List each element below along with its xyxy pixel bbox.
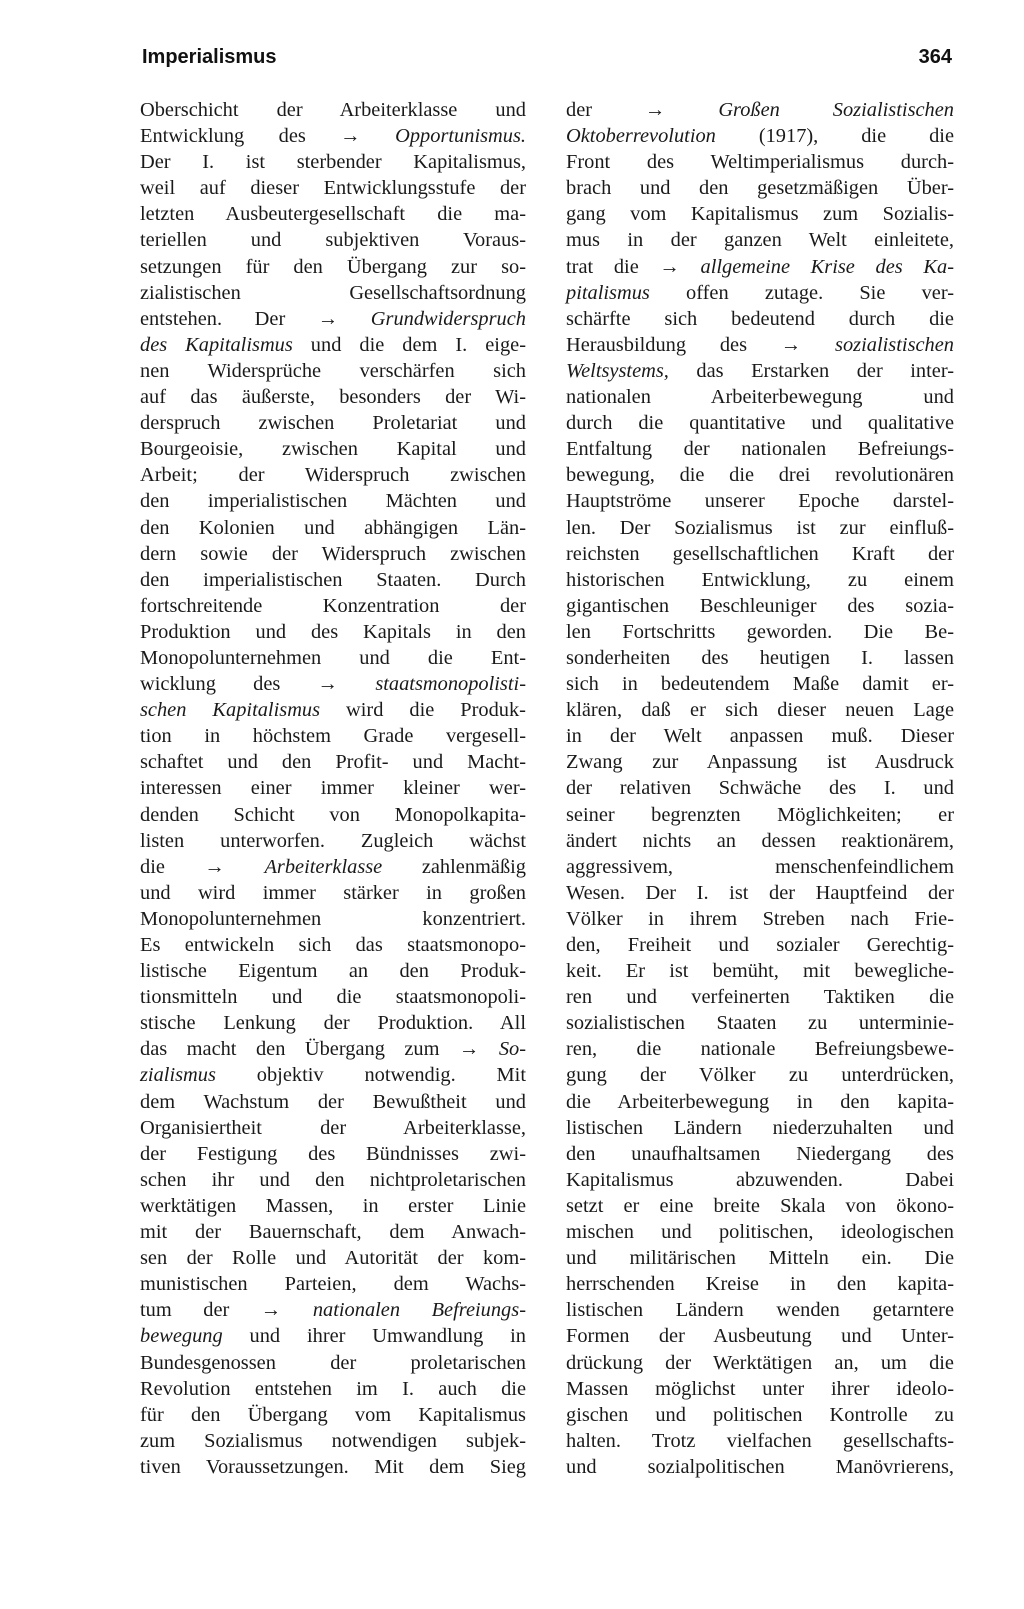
text-line: [566, 436, 954, 462]
text-line: [140, 619, 526, 645]
text-segment: die Arbeiterbewegung in den kapita-: [566, 1090, 954, 1113]
entry-title: Imperialismus: [142, 46, 277, 68]
text-segment: zialistischen Gesellschaftsordnung: [140, 281, 526, 304]
text-segment: sonderheiten des heutigen I. lassen: [566, 646, 954, 669]
text-segment: mus in der ganzen Welt einleitete,: [566, 229, 954, 252]
text-segment: werktätigen Massen, in erster Linie: [140, 1194, 526, 1217]
text-segment: listen unterworfen. Zugleich wächst: [140, 829, 526, 852]
text-segment: Entfaltung der nationalen Befreiungs-: [566, 438, 954, 461]
text-line: [140, 1219, 526, 1245]
text-segment: gigantischen Beschleuniger des sozia-: [566, 594, 954, 617]
text-line: [566, 358, 954, 384]
text-line: [566, 1062, 954, 1088]
running-head: [142, 46, 952, 74]
text-line: [140, 358, 526, 384]
text-line: [566, 880, 954, 906]
text-line: [566, 1428, 954, 1454]
text-line: [140, 306, 526, 332]
text-line: [566, 1089, 954, 1115]
text-line: [140, 775, 526, 801]
text-line: [140, 97, 526, 123]
text-segment: klären, daß er sich dieser neuen Lage: [566, 699, 954, 722]
text-line: [566, 1010, 954, 1036]
text-segment: len Fortschritts geworden. Die Be-: [566, 620, 954, 643]
text-segment: Arbeit; der Widerspruch zwischen: [140, 464, 526, 487]
text-line: [140, 1271, 526, 1297]
cross-reference-term: Arbeiterklasse: [264, 855, 383, 878]
text-segment: wicklung des →: [140, 673, 376, 696]
text-line: [140, 1141, 526, 1167]
text-segment: interessen einer immer kleiner wer-: [140, 777, 526, 800]
text-segment: auf das äußerste, besonders der Wi-: [140, 386, 526, 409]
text-segment: für den Übergang vom Kapitalismus: [140, 1403, 526, 1426]
left-column: [140, 97, 526, 1480]
text-line: [566, 306, 954, 332]
text-segment: len. Der Sozialismus ist zur einfluß-: [566, 516, 954, 539]
text-segment: tion in höchstem Grade vergesell-: [140, 725, 526, 748]
text-segment: Völker in ihrem Streben nach Frie-: [566, 907, 954, 930]
text-line: [140, 227, 526, 253]
text-line: [566, 1271, 954, 1297]
text-line: [140, 932, 526, 958]
text-segment: setzt er eine breite Skala von ökono-: [566, 1194, 954, 1217]
text-line: [140, 854, 526, 880]
text-line: [140, 880, 526, 906]
cross-reference-term: Weltsystems,: [566, 359, 669, 382]
text-line: [566, 723, 954, 749]
text-line: [566, 775, 954, 801]
text-line: [566, 593, 954, 619]
text-line: [566, 1454, 954, 1480]
text-line: [140, 436, 526, 462]
text-line: [140, 1036, 526, 1062]
text-segment: Herausbildung des →: [566, 333, 836, 356]
text-line: [140, 1010, 526, 1036]
text-segment: die →: [140, 855, 265, 878]
text-segment: den imperialistischen Mächten und: [140, 490, 526, 513]
text-line: [140, 958, 526, 984]
text-line: [566, 984, 954, 1010]
text-line: [566, 123, 954, 149]
text-line: [140, 149, 526, 175]
cross-reference-term: So-: [498, 1038, 526, 1061]
text-line: [140, 123, 526, 149]
cross-reference-term: Großen Sozialistischen: [718, 99, 954, 121]
text-line: [140, 697, 526, 723]
text-segment: Entwicklung des →: [140, 125, 396, 148]
text-segment: derspruch zwischen Proletariat und: [140, 412, 526, 435]
text-line: [566, 541, 954, 567]
text-line: [566, 254, 954, 280]
text-line: [566, 1193, 954, 1219]
text-segment: das Erstarken der inter-: [668, 359, 954, 382]
text-segment: letzten Ausbeutergesellschaft die ma-: [140, 203, 526, 226]
text-line: [566, 645, 954, 671]
text-line: [566, 1036, 954, 1062]
text-line: [140, 723, 526, 749]
text-segment: tionsmitteln und die staatsmonopoli-: [140, 986, 526, 1009]
text-segment: dern sowie der Widerspruch zwischen: [140, 542, 526, 565]
text-line: [566, 1219, 954, 1245]
text-segment: Monopolunternehmen konzentriert.: [140, 907, 526, 930]
text-line: [566, 619, 954, 645]
cross-reference-term: nationalen Befreiungs-: [312, 1299, 526, 1322]
text-segment: das macht den Übergang zum →: [140, 1038, 499, 1061]
text-segment: herrschenden Kreise in den kapita-: [566, 1273, 954, 1296]
text-segment: den imperialistischen Staaten. Durch: [140, 568, 526, 591]
text-segment: der Festigung des Bündnisses zwi-: [140, 1142, 526, 1165]
text-line: [566, 149, 954, 175]
text-line: [566, 462, 954, 488]
text-line: [140, 1428, 526, 1454]
text-segment: mischen und politischen, ideologischen: [566, 1221, 954, 1244]
text-segment: Revolution entstehen im I. auch die: [140, 1377, 526, 1400]
text-line: [140, 515, 526, 541]
text-segment: mit der Bauernschaft, dem Anwach-: [140, 1221, 526, 1244]
text-segment: sich in bedeutendem Maße damit er-: [566, 673, 954, 696]
cross-reference-term: Grundwiderspruch: [370, 307, 526, 330]
text-segment: keit. Er ist bemüht, mit bewegliche-: [566, 960, 954, 983]
text-segment: listischen Ländern wenden getarntere: [566, 1299, 954, 1322]
text-line: [140, 1115, 526, 1141]
cross-reference-term: Oktoberrevolution: [566, 125, 716, 148]
text-segment: Wesen. Der I. ist der Hauptfeind der: [566, 881, 954, 904]
text-line: [566, 488, 954, 514]
text-segment: der relativen Schwäche des I. und: [566, 777, 954, 800]
text-segment: nen Widersprüche verschärfen sich: [140, 359, 526, 382]
text-segment: seiner begrenzten Möglichkeiten; er: [566, 803, 954, 826]
text-segment: wird die Produk-: [320, 699, 526, 722]
text-line: [566, 802, 954, 828]
text-line: [140, 593, 526, 619]
text-segment: Zwang zur Anpassung ist Ausdruck: [566, 751, 954, 774]
text-line: [140, 541, 526, 567]
text-line: [140, 1350, 526, 1376]
cross-reference-term: schen Kapitalismus: [140, 699, 321, 722]
text-segment: munistischen Parteien, dem Wachs-: [140, 1273, 526, 1296]
text-line: [140, 1193, 526, 1219]
text-line: [566, 1167, 954, 1193]
text-segment: gung der Völker zu unterdrücken,: [566, 1064, 954, 1087]
text-line: [566, 280, 954, 306]
text-segment: ändert nichts an dessen reaktionärem,: [566, 829, 954, 852]
text-segment: den Kolonien und abhängigen Län-: [140, 516, 526, 539]
text-line: [140, 1454, 526, 1480]
text-segment: ren und verfeinerten Taktiken die: [566, 986, 954, 1009]
text-segment: dem Wachstum der Bewußtheit und: [140, 1090, 526, 1113]
text-line: [140, 828, 526, 854]
cross-reference-term: allgemeine Krise des Ka-: [700, 255, 954, 278]
text-line: [140, 462, 526, 488]
cross-reference-term: pitalismus: [566, 281, 650, 304]
text-line: [140, 1089, 526, 1115]
text-segment: Kapitalismus abzuwenden. Dabei: [566, 1168, 954, 1191]
text-line: [566, 1245, 954, 1271]
text-segment: historischen Entwicklung, zu einem: [566, 568, 954, 591]
text-segment: der →: [566, 99, 719, 121]
cross-reference-term: sozialistischen: [835, 333, 954, 356]
text-line: [140, 1245, 526, 1271]
text-segment: aggressivem, menschenfeindlichem: [566, 855, 954, 878]
text-line: [140, 1167, 526, 1193]
text-segment: stische Lenkung der Produktion. All: [140, 1012, 526, 1035]
cross-reference-term: zialismus: [140, 1064, 216, 1087]
text-line: [140, 175, 526, 201]
text-segment: Formen der Ausbeutung und Unter-: [566, 1325, 954, 1348]
text-segment: zahlenmäßig: [382, 855, 526, 878]
text-segment: sozialistischen Staaten zu unterminie-: [566, 1012, 954, 1035]
text-segment: weil auf dieser Entwicklungsstufe der: [140, 177, 526, 200]
text-segment: Organisiertheit der Arbeiterklasse,: [140, 1116, 526, 1139]
text-line: [566, 1115, 954, 1141]
text-segment: setzungen für den Übergang zur so-: [140, 255, 526, 278]
text-line: [140, 280, 526, 306]
text-line: [566, 227, 954, 253]
text-segment: halten. Trotz vielfachen gesellschafts-: [566, 1429, 954, 1452]
text-segment: offen zutage. Sie ver-: [649, 281, 954, 304]
text-segment: und ihrer Umwandlung in: [222, 1325, 526, 1348]
text-segment: Massen möglichst unter ihrer ideolo-: [566, 1377, 954, 1400]
text-segment: Oberschicht der Arbeiterklasse und: [140, 99, 526, 121]
text-segment: reichsten gesellschaftlichen Kraft der: [566, 542, 954, 565]
text-segment: listische Eigentum an den Produk-: [140, 960, 526, 983]
text-segment: tiven Voraussetzungen. Mit dem Sieg: [140, 1455, 526, 1478]
page-number: 364: [918, 46, 952, 68]
text-segment: nationalen Arbeiterbewegung und: [566, 386, 954, 409]
text-line: [566, 1402, 954, 1428]
text-line: [140, 410, 526, 436]
text-line: [566, 201, 954, 227]
text-line: [566, 97, 954, 123]
text-segment: fortschreitende Konzentration der: [140, 594, 526, 617]
text-line: [566, 828, 954, 854]
text-line: [140, 1402, 526, 1428]
text-segment: den unaufhaltsamen Niedergang des: [566, 1142, 954, 1165]
text-line: [140, 749, 526, 775]
text-segment: (1917), die die: [715, 125, 954, 148]
text-segment: Hauptströme unserer Epoche darstel-: [566, 490, 954, 513]
text-segment: sen der Rolle und Autorität der kom-: [140, 1247, 526, 1270]
text-line: [566, 958, 954, 984]
text-line: [140, 567, 526, 593]
text-segment: durch die quantitative und qualitative: [566, 412, 954, 435]
text-line: [566, 932, 954, 958]
text-line: [140, 1323, 526, 1349]
text-segment: teriellen und subjektiven Voraus-: [140, 229, 526, 252]
text-segment: brach und den gesetzmäßigen Über-: [566, 177, 954, 200]
text-segment: denden Schicht von Monopolkapita-: [140, 803, 526, 826]
cross-reference-term: des Kapitalismus: [140, 333, 293, 356]
text-line: [566, 567, 954, 593]
text-line: [566, 854, 954, 880]
text-line: [140, 802, 526, 828]
text-line: [566, 384, 954, 410]
cross-reference-term: bewegung: [140, 1325, 223, 1348]
text-line: [566, 515, 954, 541]
text-line: [140, 906, 526, 932]
text-line: [140, 645, 526, 671]
text-line: [566, 1297, 954, 1323]
text-line: [140, 332, 526, 358]
text-segment: tum der →: [140, 1299, 313, 1322]
text-segment: Der I. ist sterbender Kapitalismus,: [140, 151, 526, 174]
text-segment: Front des Weltimperialismus durch-: [566, 151, 954, 174]
text-line: [566, 175, 954, 201]
text-line: [566, 410, 954, 436]
text-line: [140, 1297, 526, 1323]
text-line: [566, 1141, 954, 1167]
text-segment: schaftet und den Profit- und Macht-: [140, 751, 526, 774]
text-segment: Produktion und des Kapitals in den: [140, 620, 526, 643]
text-line: [140, 671, 526, 697]
text-segment: und die dem I. eige-: [292, 333, 526, 356]
text-line: [566, 697, 954, 723]
text-segment: und sozialpolitischen Manövrierens,: [566, 1455, 954, 1478]
text-line: [566, 332, 954, 358]
right-column: [566, 97, 954, 1480]
text-line: [140, 984, 526, 1010]
text-segment: Bourgeoisie, zwischen Kapital und: [140, 438, 526, 461]
cross-reference-term: Opportunismus.: [395, 125, 526, 148]
text-segment: gang vom Kapitalismus zum Sozialis-: [566, 203, 954, 226]
text-segment: in der Welt anpassen muß. Dieser: [566, 725, 954, 748]
text-segment: drückung der Werktätigen an, um die: [566, 1351, 954, 1374]
text-segment: ren, die nationale Befreiungsbewe-: [566, 1038, 954, 1061]
text-segment: und militärischen Mitteln ein. Die: [566, 1247, 954, 1270]
text-line: [140, 384, 526, 410]
text-segment: listischen Ländern niederzuhalten und: [566, 1116, 954, 1139]
text-line: [566, 1376, 954, 1402]
text-line: [140, 1062, 526, 1088]
text-segment: objektiv notwendig. Mit: [215, 1064, 526, 1087]
text-segment: und wird immer stärker in großen: [140, 881, 526, 904]
text-segment: Es entwickeln sich das staatsmonopo-: [140, 934, 526, 956]
text-segment: den, Freiheit und sozialer Gerechtig-: [566, 934, 954, 956]
text-segment: Monopolunternehmen und die Ent-: [140, 646, 526, 669]
text-line: [140, 201, 526, 227]
text-segment: zum Sozialismus notwendigen subjek-: [140, 1429, 526, 1452]
text-line: [566, 906, 954, 932]
text-segment: Bundesgenossen der proletarischen: [140, 1351, 526, 1374]
text-line: [566, 1323, 954, 1349]
text-line: [566, 749, 954, 775]
text-segment: trat die →: [566, 255, 701, 278]
text-line: [140, 254, 526, 280]
text-segment: schen ihr und den nichtproletarischen: [140, 1168, 526, 1191]
text-line: [566, 671, 954, 697]
cross-reference-term: staatsmonopolisti-: [375, 673, 526, 696]
text-segment: gischen und politischen Kontrolle zu: [566, 1403, 954, 1426]
text-line: [140, 1376, 526, 1402]
text-segment: entstehen. Der →: [140, 307, 371, 330]
text-line: [566, 1350, 954, 1376]
text-segment: bewegung, die die drei revolutionären: [566, 464, 954, 487]
text-line: [140, 488, 526, 514]
text-segment: schärfte sich bedeutend durch die: [566, 307, 954, 330]
